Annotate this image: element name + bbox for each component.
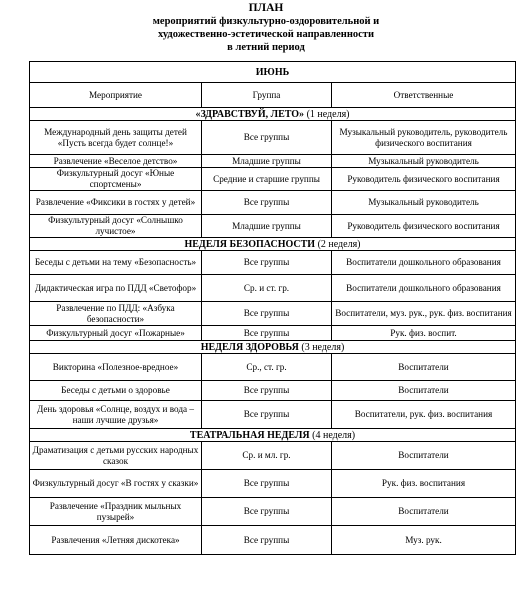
responsible-cell: Рук. физ. воспитания [332,470,516,498]
table-row [30,381,516,401]
table-row [30,155,516,168]
group-cell: Все группы [202,498,332,526]
table-row [30,168,516,191]
section-week: (3 неделя) [301,341,345,353]
section-header-row [30,108,516,121]
section-week: (2 неделя) [317,238,361,250]
section-header-row [30,429,516,442]
section-week: (1 неделя) [306,108,350,120]
section-header-row [30,238,516,251]
responsible-cell: Руководитель физического воспитания [332,215,516,238]
event-cell: Драматизация с детьми русских народных сказок [30,442,202,470]
table-row [30,215,516,238]
responsible-cell: Рук. физ. воспит. [332,326,516,341]
group-cell: Все группы [202,381,332,401]
table-row [30,191,516,215]
plan-table [29,61,516,555]
group-cell: Ср. и мл. гр. [202,442,332,470]
group-cell: Все группы [202,526,332,555]
group-cell: Все группы [202,121,332,155]
table-row [30,401,516,429]
group-cell: Все группы [202,251,332,275]
table-row [30,470,516,498]
table-row [30,498,516,526]
section-title: НЕДЕЛЯ БЕЗОПАСНОСТИ [184,238,316,250]
group-cell: Все группы [202,302,332,326]
section-header [30,341,516,354]
table-row [30,354,516,381]
event-cell: Физкультурный досуг «Пожарные» [30,326,202,341]
column-header-row [30,83,516,108]
responsible-cell: Воспитатели, рук. физ. воспитания [332,401,516,429]
event-cell: Физкультурный досуг «Юные спортсмены» [30,168,202,191]
table-row [30,302,516,326]
column-header-event: Мероприятие [30,83,202,108]
group-cell: Все группы [202,326,332,341]
event-cell: День здоровья «Солнце, воздух и вода – наши лучшие друзья» [30,401,202,429]
group-cell: Младшие группы [202,215,332,238]
responsible-cell: Воспитатели [332,381,516,401]
event-cell: Викторина «Полезное-вредное» [30,354,202,381]
month-row [30,62,516,83]
table-row [30,121,516,155]
document-subtitle-line-3: в летний период [227,42,305,53]
table-row [30,326,516,341]
responsible-cell: Воспитатели [332,442,516,470]
month-cell: ИЮНЬ [30,62,516,83]
table-row [30,442,516,470]
section-title: «ЗДРАВСТВУЙ, ЛЕТО» [195,108,305,120]
event-cell: Физкультурный досуг «Солнышко лучистое» [30,215,202,238]
event-cell: Физкультурный досуг «В гостях у сказки» [30,470,202,498]
responsible-cell: Воспитатели [332,354,516,381]
document-subtitle-line-1: мероприятий физкультурно-оздоровительной и [152,16,380,27]
document-title-block [0,2,532,54]
column-header-responsible: Ответственные [332,83,516,108]
section-title: НЕДЕЛЯ ЗДОРОВЬЯ [200,341,299,353]
section-header [30,108,516,121]
event-cell: Развлечение «Веселое детство» [30,155,202,168]
table-row [30,526,516,555]
section-header [30,429,516,442]
responsible-cell: Музыкальный руководитель [332,191,516,215]
table-row [30,275,516,302]
table-row [30,251,516,275]
group-cell: Средние и старшие группы [202,168,332,191]
group-cell: Ср. и ст. гр. [202,275,332,302]
event-cell: Международный день защиты детей «Пусть всегда будет солнце!» [30,121,202,155]
event-cell: Дидактическая игра по ПДД «Светофор» [30,275,202,302]
group-cell: Младшие группы [202,155,332,168]
event-cell: Развлечение «Фиксики в гостях у детей» [30,191,202,215]
event-cell: Беседы с детьми о здоровье [30,381,202,401]
group-cell: Все группы [202,191,332,215]
responsible-cell: Муз. рук. [332,526,516,555]
responsible-cell: Воспитатели [332,498,516,526]
document-title: ПЛАН [248,2,284,14]
responsible-cell: Воспитатели дошкольного образования [332,275,516,302]
event-cell: Беседы с детьми на тему «Безопасность» [30,251,202,275]
section-header-row [30,341,516,354]
event-cell: Развлечение «Праздник мыльных пузырей» [30,498,202,526]
responsible-cell: Музыкальный руководитель [332,155,516,168]
responsible-cell: Руководитель физического воспитания [332,168,516,191]
event-cell: Развлечения «Летняя дискотека» [30,526,202,555]
responsible-cell: Воспитатели, муз. рук., рук. физ. воспитания [332,302,516,326]
group-cell: Все группы [202,401,332,429]
document-subtitle-line-2: художественно-эстетической направленности [157,29,375,40]
section-week: (4 неделя) [312,429,356,441]
responsible-cell: Музыкальный руководитель, руководитель физического воспитания [332,121,516,155]
group-cell: Все группы [202,470,332,498]
responsible-cell: Воспитатели дошкольного образования [332,251,516,275]
section-title: ТЕАТРАЛЬНАЯ НЕДЕЛЯ [189,429,310,441]
group-cell: Ср., ст. гр. [202,354,332,381]
event-cell: Развлечение по ПДД: «Азбука безопасности» [30,302,202,326]
section-header [30,238,516,251]
column-header-group: Группа [202,83,332,108]
